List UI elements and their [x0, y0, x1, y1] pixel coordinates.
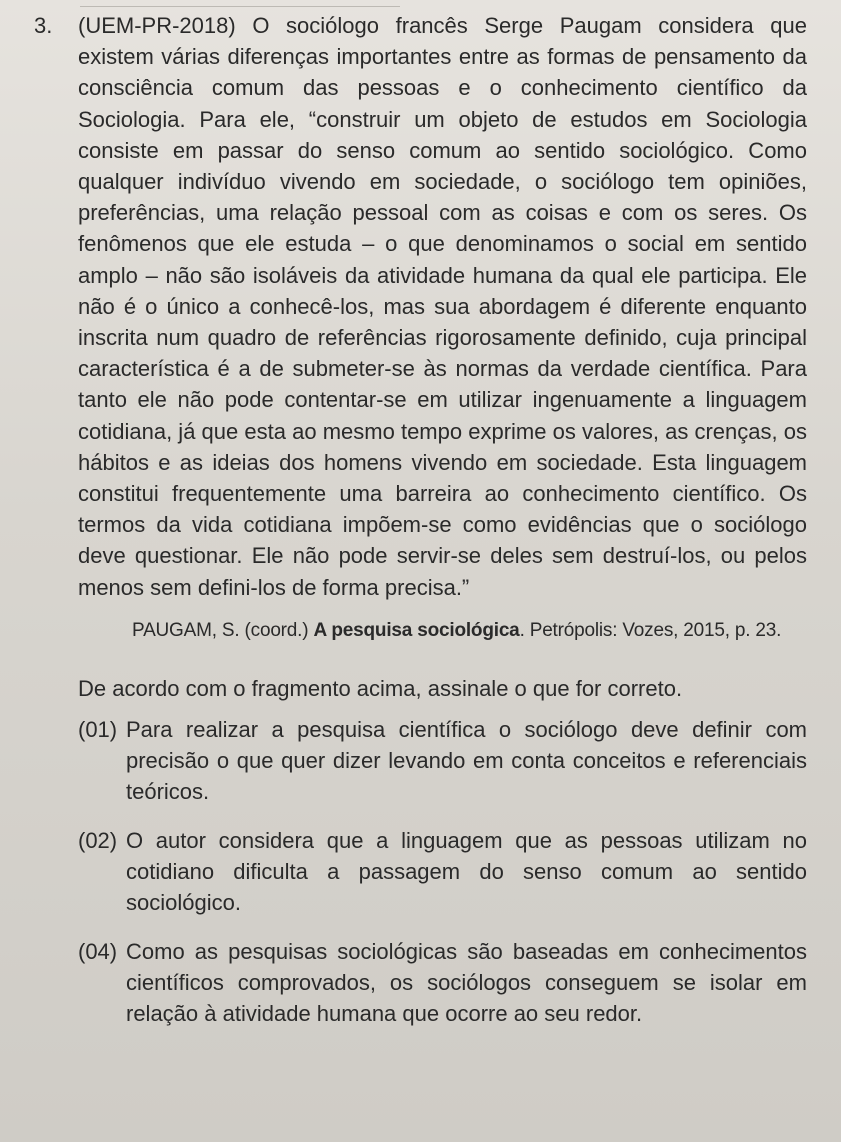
option-text: Para realizar a pesquisa científica o sociólogo deve definir com precisão o que quer dizer levando em conta conceitos e referenciais teóricos.	[126, 716, 807, 804]
citation-author: PAUGAM, S. (coord.)	[132, 619, 309, 641]
option-text: Como as pesquisas sociológicas são baseadas em conhecimentos científicos comprovados, os sociólogos conseguem se isolar em relação à atividade humana que ocorre ao seu redor.	[126, 938, 807, 1026]
option-02	[78, 825, 807, 918]
top-divider	[80, 6, 400, 7]
option-number: (02)	[78, 827, 118, 853]
option-text: O autor considera que a linguagem que as pessoas utilizam no cotidiano dificulta a passagem do senso comum ao sentido sociológico.	[126, 827, 807, 915]
question-number: 3.	[34, 13, 53, 38]
option-number: (01)	[78, 716, 118, 742]
citation-rest: . Petrópolis: Vozes, 2015, p. 23.	[519, 619, 782, 641]
citation-title: A pesquisa sociológica	[313, 619, 520, 641]
question-body	[78, 10, 807, 1029]
option-04	[78, 936, 807, 1029]
citation	[132, 617, 807, 645]
option-01	[78, 714, 807, 807]
question-source-tag: (UEM-PR-2018)	[78, 13, 236, 38]
question-paragraph: O sociólogo francês Serge Paugam considera que existem várias diferenças importantes entre as formas de pensamento da consciência comum das pessoas e o conhecimento científico da Sociologia. Para ele, “construir um objeto de estudos em Sociologia consiste em passar do senso comum ao sentido sociológico. Como qualquer indivíduo vivendo em sociedade, o sociólogo tem opiniões, preferências, uma relação pessoal com as coisas e com os seres. Os fenômenos que ele estuda – o que denominamos o social em sentido amplo – não são isoláveis da atividade humana da qual ele participa. Ele não é o único a conhecê-los, mas sua abordagem é diferente enquanto inscrita num quadro de referências rigorosamente definido, cuja principal característica é a de submeter-se às normas da verdade científica. Para tanto ele não pode contentar-se em utilizar ingenuamente a linguagem cotidiana, já que esta ao mesmo tempo exprime os valores, as crenças, os hábitos e as ideias dos homens vivendo em sociedade. Esta linguagem constitui frequentemente uma barreira ao conhecimento científico. Os termos da vida cotidiana impõem-se como evidências que o sociólogo deve questionar. Ele não pode servir-se deles sem destruí-los, ou pelos menos sem defini-los de forma precisa.”	[78, 13, 807, 600]
question-block	[34, 10, 807, 1029]
option-number: (04)	[78, 938, 118, 964]
question-text	[78, 10, 807, 603]
question-prompt: De acordo com o fragmento acima, assinale o que for correto.	[78, 675, 683, 701]
